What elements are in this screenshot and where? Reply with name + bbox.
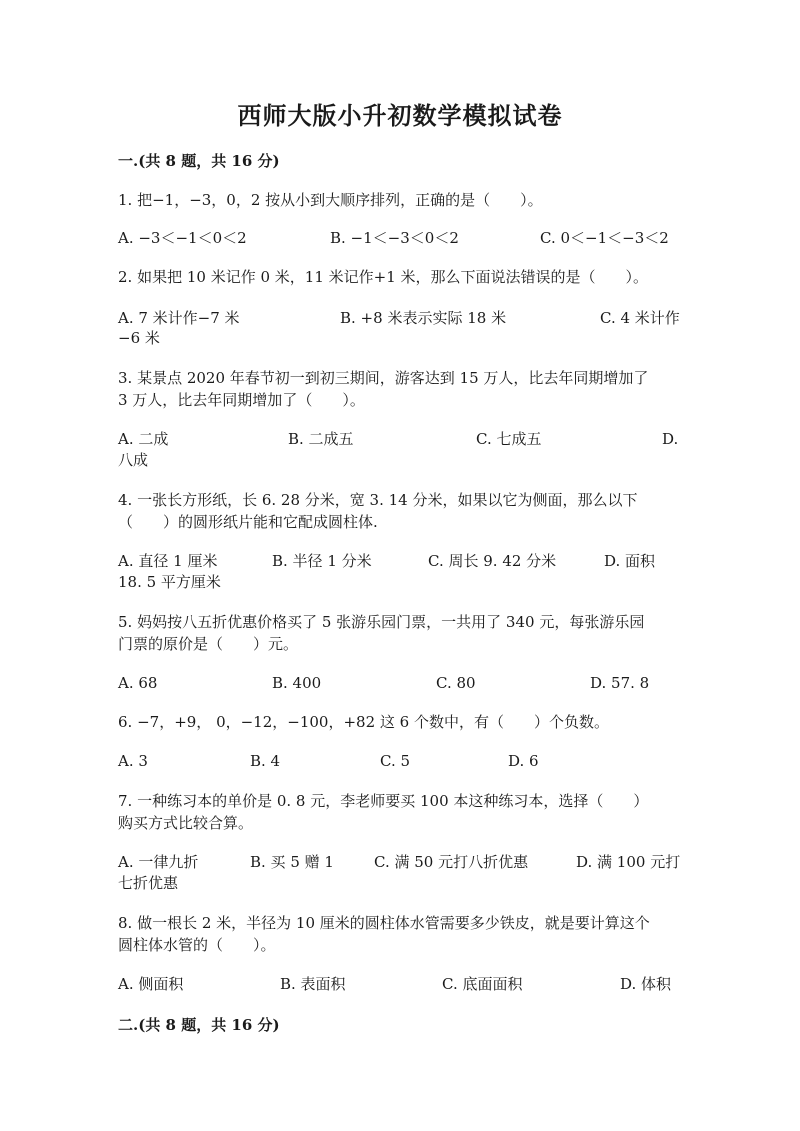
question-7-option-d-wrap: 七折优惠 xyxy=(118,874,179,892)
question-3-option-a: A. 二成 xyxy=(118,430,169,448)
question-1-option-a: A. −3＜−1＜0＜2 xyxy=(118,229,247,247)
question-8-line-1: 8. 做一根长 2 米，半径为 10 厘米的圆柱体水管需要多少铁皮，就是要计算这个 xyxy=(118,914,650,932)
question-2-option-a: A. 7 米计作−7 米 xyxy=(118,309,240,327)
question-7-option-b: B. 买 5 赠 1 xyxy=(250,853,334,871)
question-7-option-a: A. 一律九折 xyxy=(118,853,199,871)
question-4-line-1: 4. 一张长方形纸，长 6. 28 分米，宽 3. 14 分米，如果以它为侧面，那么以下 xyxy=(118,491,638,509)
question-5-option-d: D. 57. 8 xyxy=(590,674,650,692)
question-4-option-d: D. 面积 xyxy=(604,552,656,570)
question-4-option-a: A. 直径 1 厘米 xyxy=(118,552,218,570)
question-3-option-c: C. 七成五 xyxy=(476,430,542,448)
question-4-line-2: （ ）的圆形纸片能和它配成圆柱体. xyxy=(118,513,378,531)
question-7-option-d: D. 满 100 元打 xyxy=(576,853,681,871)
question-4-option-b: B. 半径 1 分米 xyxy=(272,552,372,570)
question-2-option-c-wrap: −6 米 xyxy=(118,329,160,347)
question-5-option-c: C. 80 xyxy=(436,674,476,692)
question-2-option-b: B. +8 米表示实际 18 米 xyxy=(340,309,507,327)
question-2-line-1: 2. 如果把 10 米记作 0 米，11 米记作+1 米，那么下面说法错误的是（ ）。 xyxy=(118,268,649,286)
question-1-line-1: 1. 把−1，−3，0，2 按从小到大顺序排列，正确的是（ ）。 xyxy=(118,191,543,209)
question-8-option-b: B. 表面积 xyxy=(280,975,346,993)
question-4-option-c: C. 周长 9. 42 分米 xyxy=(428,552,557,570)
question-7-line-2: 购买方式比较合算。 xyxy=(118,814,254,832)
question-8-option-c: C. 底面面积 xyxy=(442,975,523,993)
page-title: 西师大版小升初数学模拟试卷 xyxy=(237,101,563,130)
question-3-option-d: D. xyxy=(662,430,679,448)
question-3-option-d-wrap: 八成 xyxy=(118,451,149,469)
section-heading-2: 二.(共 8 题，共 16 分) xyxy=(118,1016,280,1034)
question-1-option-c: C. 0＜−1＜−3＜2 xyxy=(540,229,669,247)
question-4-option-d-wrap: 18. 5 平方厘米 xyxy=(118,573,221,591)
question-5-option-b: B. 400 xyxy=(272,674,322,692)
question-6-line-1: 6. −7，+9， 0，−12，−100，+82 这 6 个数中，有（ ）个负数。 xyxy=(118,713,609,731)
section-heading-1: 一.(共 8 题，共 16 分) xyxy=(118,152,280,170)
question-3-line-1: 3. 某景点 2020 年春节初一到初三期间，游客达到 15 万人，比去年同期增加了 xyxy=(118,369,649,387)
question-1-option-b: B. −1＜−3＜0＜2 xyxy=(330,229,459,247)
question-7-option-c: C. 满 50 元打八折优惠 xyxy=(374,853,529,871)
question-6-option-b: B. 4 xyxy=(250,752,281,770)
question-6-option-a: A. 3 xyxy=(118,752,148,770)
question-6-option-c: C. 5 xyxy=(380,752,411,770)
question-3-option-b: B. 二成五 xyxy=(288,430,354,448)
question-5-option-a: A. 68 xyxy=(118,674,158,692)
question-5-line-1: 5. 妈妈按八五折优惠价格买了 5 张游乐园门票，一共用了 340 元，每张游乐园 xyxy=(118,613,645,631)
question-8-line-2: 圆柱体水管的（ ）。 xyxy=(118,936,276,954)
question-5-line-2: 门票的原价是（ ）元。 xyxy=(118,635,299,653)
question-8-option-a: A. 侧面积 xyxy=(118,975,184,993)
question-2-option-c: C. 4 米计作 xyxy=(600,309,680,327)
question-7-line-1: 7. 一种练习本的单价是 0. 8 元，李老师要买 100 本这种练习本，选择（ ） xyxy=(118,792,649,810)
question-6-option-d: D. 6 xyxy=(508,752,539,770)
question-3-line-2: 3 万人，比去年同期增加了（ ）。 xyxy=(118,391,365,409)
question-8-option-d: D. 体积 xyxy=(620,975,672,993)
